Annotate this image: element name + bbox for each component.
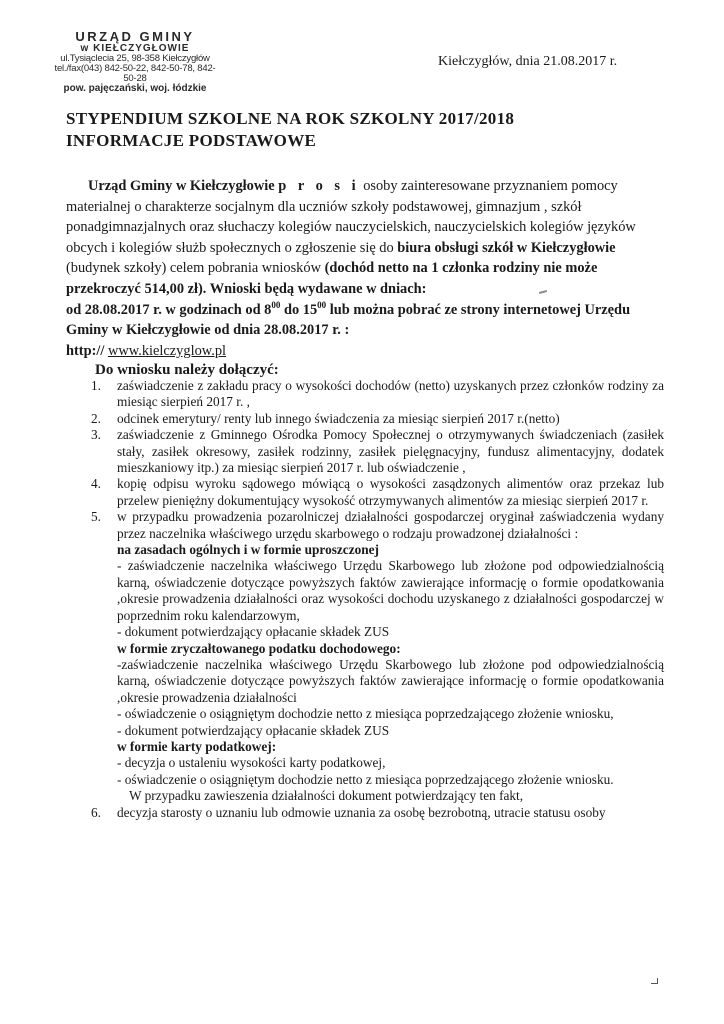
item-number: 5. [91,509,101,525]
item-5-body [117,509,664,804]
intro-org: Urząd Gminy w Kiełczygłowie [88,178,275,194]
section-lumpsum-heading: w formie zryczałtowanego podatku dochodowego: [117,640,401,656]
item-number: 1. [91,378,101,393]
attachments-list [84,378,664,821]
item-number: 4. [91,476,101,492]
list-item [84,411,664,427]
list-item [84,427,664,476]
stamp-line-1: URZĄD GMINY [75,29,195,44]
list-item [84,378,664,411]
document-title [66,108,666,152]
item-text: w przypadku prowadzenia pozarolniczej działalności gospodarczej oryginał zaświadczenia wydany przez naczelnika właściwego urzędu skarbowego o rodzaju prowadzonej działalności : [117,509,664,541]
section-taxcard-text-3: W przypadku zawieszenia działalności dokument potwierdzający ten fakt, [129,788,524,804]
intro-dates: od 28.08.2017 r. w godzinach od 8 [66,301,272,318]
intro-prosi: p r o s i [278,178,360,194]
intro-sup-1: 00 [271,299,281,310]
item-text: zaświadczenie z zakładu pracy o wysokości dochodów (netto) uzyskanych przez członków rodziny za miesiąc sierpień 2017 r. , [117,378,664,410]
stamp-county: pow. pajęczański, woj. łódzkie [63,83,207,95]
list-item [84,805,664,821]
item-text: odcinek emerytury/ renty lub innego świadczenia za miesiąc sierpień 2017 r.(netto) [117,410,560,426]
attachments-heading: Do wniosku należy dołączyć: [95,362,279,378]
stamp-line-2: w KIEŁCZYGŁOWIE [80,42,190,54]
intro-download: lub można pobrać ze strony internetowej Urzędu Gminy w Kiełczygłowie od dnia 28.08.2017 r. : [66,301,631,339]
section-general-text-1: - zaświadczenie naczelnika właściwego Urzędu Skarbowego lub złożone pod odpowiedzialnością karną, oświadczenie dotyczące powyższych faktów zawierające informację o formie opodatkowania ,okresie prowadzenia działalności oraz wysokości dochodu uzyskanego z działalności gospodarczej w poprzednim roku kalendarzowym, [117,558,664,623]
intro-income-limit: (dochód netto na 1 członka rodziny nie może przekroczyć 514,00 zł). Wnioski będą wydawane w dniach: [66,260,598,297]
section-general-heading: na zasadach ogólnych i w formie uproszczonej [117,542,379,558]
section-taxcard-text-1: - decyzja o ustaleniu wysokości karty podatkowej, [117,755,386,771]
website-link[interactable]: www.kielczyglow.pl [107,342,227,359]
title-line-2: INFORMACJE PODSTAWOWE [66,131,317,150]
intro-text-1: osoby zainteresowane przyznaniem pomocy materialnej o charakterze socjalnym dla uczniów szkoły podstawowej, gimnazjum , szkół ponadgimnazjalnych oraz słuchaczy kolegiów nauczycielskich, nauczycielskich kolegiów języków obcych i kolegiów służb społecznych o zgłoszenie się do [66,178,636,256]
intro-hours: do 15 [280,301,318,318]
intro-sup-2: 00 [317,299,327,310]
list-item [84,509,664,804]
list-item [84,476,664,509]
title-line-1: STYPENDIUM SZKOLNE NA ROK SZKOLNY 2017/2018 [66,109,515,128]
item-number: 6. [91,804,101,820]
section-general-text-2: - dokument potwierdzający opłacanie składek ZUS [117,624,390,640]
intro-paragraph [66,176,666,361]
stamp-address: ul.Tysiąclecia 25, 98-358 Kiełczygłów [60,53,210,65]
section-lumpsum-text-2: - oświadczenie o osiągniętym dochodzie netto z miesiąca poprzedzającego złożenie wniosku, [117,706,614,722]
item-number: 2. [91,410,101,426]
intro-text-2: (budynek szkoły) celem pobrania wniosków [66,260,325,277]
intro-office: biura obsługi szkół w Kiełczygłowie [397,239,616,256]
office-stamp [50,30,220,95]
item-text: decyzja starosty o uznaniu lub odmowie uznania za osobę bezrobotną, utracie statusu osoby [117,804,606,820]
section-taxcard-heading: w formie karty podatkowej: [117,738,277,754]
section-taxcard-text-2: - oświadczenie o osiągniętym dochodzie netto z miesiąca poprzedzającego złożenie wniosku. [117,771,614,787]
stamp-phone: tel./fax(043) 842-50-22, 842-50-78, 842-50-28 [54,63,216,85]
corner-mark [651,978,658,984]
section-lumpsum-text-3: - dokument potwierdzający opłacanie składek ZUS [117,722,390,738]
section-lumpsum-text-1: -zaświadczenie naczelnika właściwego Urzędu Skarbowego lub złożone pod odpowiedzialnością karną, oświadczenie dotyczące powyższych faktów zawierające informację o formie opodatkowania ,okresie prowadzenia działalności [117,656,664,705]
place-and-date: Kiełczygłów, dnia 21.08.2017 r. [438,54,618,69]
item-number: 3. [91,427,101,443]
item-text: zaświadczenie z Gminnego Ośrodka Pomocy Społecznej o otrzymywanych świadczeniach (zasiłek stały, zasiłek okresowy, zasiłek rodzinny, zasiłek pielęgnacyjny, fundusz alimentacyjny, dodatek mieszkaniowy itp.) za miesiąc sierpień 2017 r. lub oświadczenie , [117,427,664,476]
item-text: kopię odpisu wyroku sądowego mówiącą o wysokości zasądzonych alimentów oraz przekaz lub przelew pieniężny dokumentujący wysokość otrzymywanych alimentów za miesiąc sierpień 2017 r. [117,476,664,508]
intro-http: http:// [66,342,108,359]
